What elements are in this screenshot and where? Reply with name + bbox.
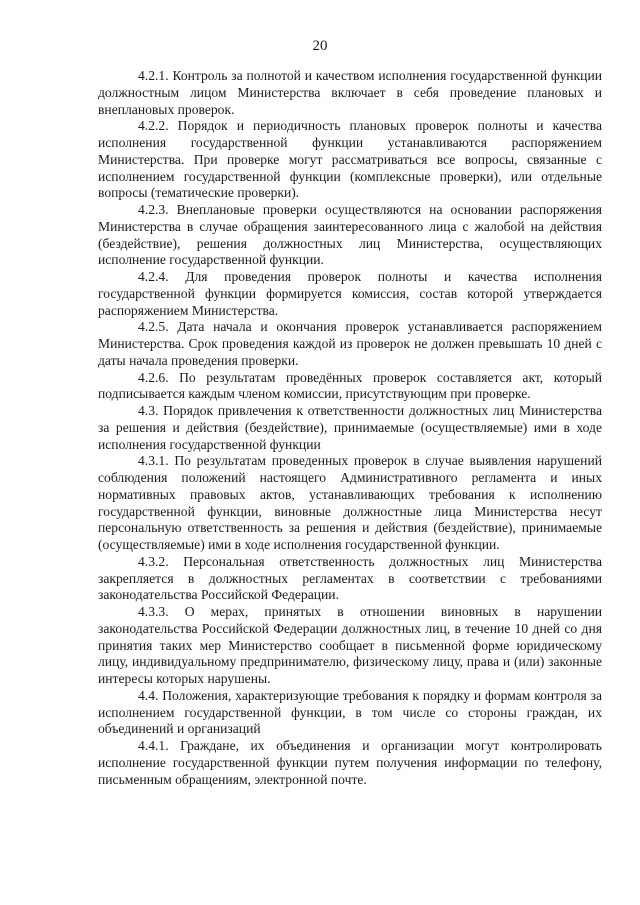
paragraph-4-3-2: 4.3.2. Персональная ответственность должностных лиц Министерства закрепляется в должностных регламентах в соответствии с требованиями законодательства Российской Федерации. [98,553,602,603]
section-heading-4-4: 4.4. Положения, характеризующие требования к порядку и формам контроля за исполнением государственной функции, в том числе со стороны граждан, их объединений и организаций [98,687,602,737]
paragraph-4-2-5: 4.2.5. Дата начала и окончания проверок устанавливается распоряжением Министерства. Срок проведения каждой из проверок не должен превышать 10 дней с даты начала проведения проверки. [98,319,602,368]
document-body [98,68,602,788]
paragraph-4-2-4: 4.2.4. Для проведения проверок полноты и качества исполнения государственной функции формируется комиссия, состав которой утверждается распоряжением Министерства. [98,269,602,318]
section-heading-4-3: 4.3. Порядок привлечения к ответственности должностных лиц Министерства за решения и действия (бездействие), принимаемые (осуществляемые) ими в ходе исполнения государственной функции [98,403,602,452]
paragraph-4-3-3: 4.3.3. О мерах, принятых в отношении виновных в нарушении законодательства Российской Федерации должностных лиц, в течение 10 дней со дня принятия таких мер Министерство сообщает в письменной форме юридическому лицу, индивидуальному предпринимателю, физическому лицу, права и (или) законные интересы которых нарушены. [98,604,602,686]
paragraph-4-4-1: 4.4.1. Граждане, их объединения и организации могут контролировать исполнение государственной функции путем получения информации по телефону, письменным обращениям, электронной почте. [98,738,602,787]
paragraph-4-2-2: 4.2.2. Порядок и периодичность плановых проверок полноты и качества исполнения государственной функции устанавливаются распоряжением Министерства. При проверке могут рассматриваться все вопросы, связанные с исполнением государственной функции (комплексные проверки), или отдельные вопросы (тематические проверки). [98,118,602,201]
paragraph-4-2-1: 4.2.1. Контроль за полнотой и качеством исполнения государственной функции должностным лицом Министерства включает в себя проведение плановых и внеплановых проверок. [98,68,602,117]
paragraph-4-3-1: 4.3.1. По результатам проведенных проверок в случае выявления нарушений соблюдения положений настоящего Административного регламента и иных нормативных правовых актов, устанавливающих требования к исполнению государственной функции, виновные должностные лица Министерства несут персональную ответственность за решения и действия (бездействие), принимаемые (осуществляемые) ими в ходе исполнения государственной функции. [98,453,602,552]
paragraph-4-2-6: 4.2.6. По результатам проведённых проверок составляется акт, который подписывается каждым членом комиссии, присутствующим при проверке. [98,369,602,402]
paragraph-4-2-3: 4.2.3. Внеплановые проверки осуществляются на основании распоряжения Министерства в случае обращения заинтересованного лица с жалобой на действия (бездействие), решения должностных лиц Министерства, осуществляющих исполнение государственной функции. [98,202,602,268]
page-number: 20 [312,38,328,54]
